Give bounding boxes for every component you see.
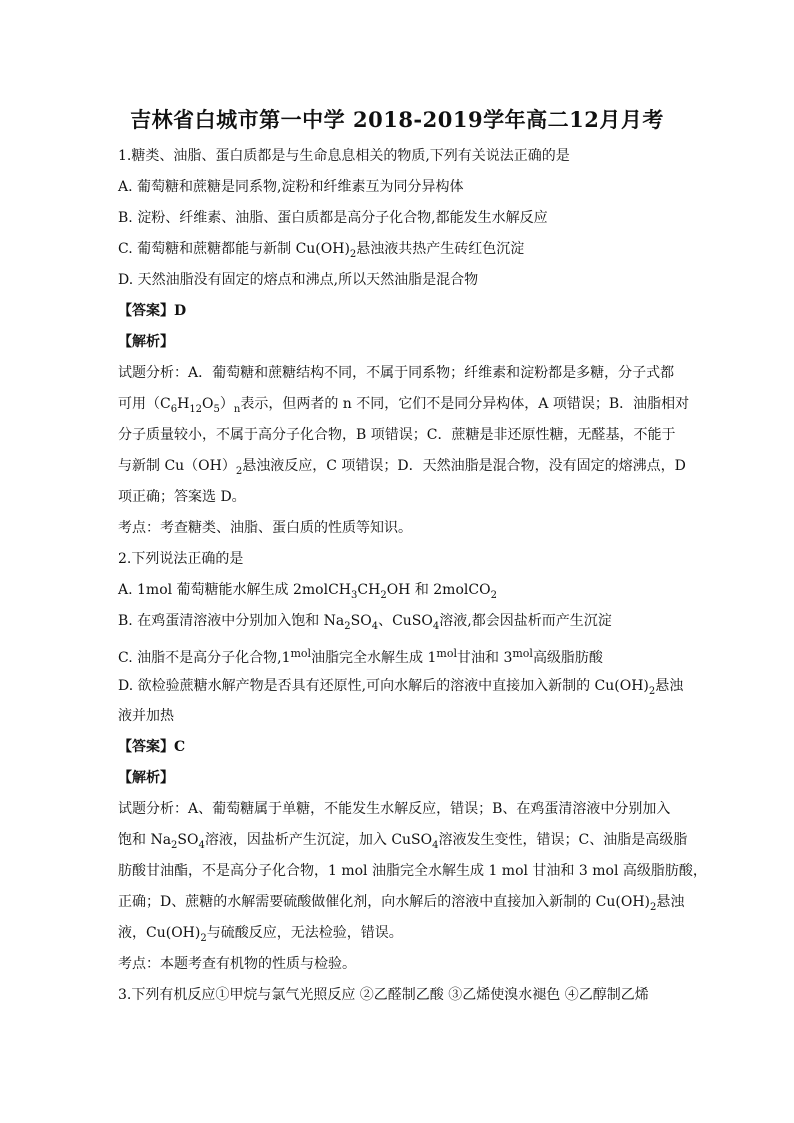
q2-option-a: A. 1mol 葡萄糖能水解生成 $2molCH_3CH_2OH$ 和 2molCO$_2$ bbox=[118, 582, 497, 601]
q1-option-d: D. 天然油脂没有固定的熔点和沸点,所以天然油脂是混合物 bbox=[118, 272, 479, 288]
q1-option-a: A. 葡萄糖和蔗糖是同系物,淀粉和纤维素互为同分异构体 bbox=[118, 179, 464, 195]
q2-option-d: D. 欲检验蔗糖水解产物是否具有还原性,可向水解后的溶液中直接加入新制的 $Cu(OH)_2$悬浊 bbox=[118, 678, 684, 697]
q3-stem: 3.下列有机反应①甲烷与氯气光照反应 ②乙醛制乙酸 ③乙烯使溴水褪色 ④乙醇制乙烯 bbox=[118, 987, 649, 1003]
q2-analysis-line-3: 肪酸甘油酯，不是高分子化合物，1 mol 油脂完全水解生成 1 mol 甘油和 3 mol 高级脂肪酸， bbox=[118, 863, 707, 879]
q2-analysis-line-1: 试题分析：A、葡萄糖属于单糖，不能发生水解反应，错误；B、在鸡蛋清溶液中分别加入 bbox=[118, 801, 671, 817]
q1-analysis-line-1: 试题分析：A．葡萄糖和蔗糖结构不同，不属于同系物；纤维素和淀粉都是多糖，分子式都 bbox=[118, 365, 675, 381]
q1-analysis-line-4: 与新制 $Cu(OH)_2$悬浊液反应，C 项错误；D．天然油脂是混合物，没有固定的熔沸点，D bbox=[118, 458, 686, 477]
q2-stem: 2.下列说法正确的是 bbox=[118, 551, 244, 567]
q2-option-b: B. 在鸡蛋清溶液中分别加入饱和 $Na_2SO_4$、CuSO$_4$溶液,都会因盐析而产生沉淀 bbox=[118, 613, 612, 632]
q1-answer: 【答案】D bbox=[118, 303, 187, 319]
q1-knowledge-point: 考点：考查糖类、油脂、蛋白质的性质等知识。 bbox=[118, 520, 412, 536]
q1-option-b: B. 淀粉、纤维素、油脂、蛋白质都是高分子化合物,都能发生水解反应 bbox=[118, 210, 548, 226]
q1-analysis-line-2: 可用$(C_6H_{12}O_5)_n$表示，但两者的 n 不同，它们不是同分异构体，A 项错误；B．油脂相对 bbox=[118, 396, 690, 415]
q2-analysis-line-2: 饱和 $Na_2SO_4$溶液，因盐析产生沉淀，加入 CuSO$_4$溶液发生变性，错误；C、油脂是高级脂 bbox=[118, 832, 688, 851]
q1-stem: 1.糖类、油脂、蛋白质都是与生命息息相关的物质,下列有关说法正确的是 bbox=[118, 148, 570, 164]
q2-option-d-cont: 液并加热 bbox=[118, 708, 174, 724]
q1-analysis-label: 【解析】 bbox=[118, 334, 174, 350]
q2-answer: 【答案】C bbox=[118, 739, 186, 755]
q2-analysis-line-5: 液，$Cu(OH)_2$与硫酸反应，无法检验，错误。 bbox=[118, 925, 403, 944]
q1-analysis-line-5: 项正确；答案选 D。 bbox=[118, 489, 246, 505]
q1-option-c: C. 葡萄糖和蔗糖都能与新制 $Cu(OH)_2$悬浊液共热产生砖红色沉淀 bbox=[118, 241, 525, 260]
q2-analysis-label: 【解析】 bbox=[118, 770, 174, 786]
q2-analysis-line-4: 正确；D、蔗糖的水解需要硫酸做催化剂，向水解后的溶液中直接加入新制的 $Cu(OH)_2$悬浊 bbox=[118, 894, 685, 913]
q1-analysis-line-3: 分子质量较小，不属于高分子化合物，B 项错误；C．蔗糖是非还原性糖，无醛基，不能于 bbox=[118, 427, 676, 443]
q2-knowledge-point: 考点：本题考查有机物的性质与检验。 bbox=[118, 956, 356, 972]
page-title: 吉林省白城市第一中学 2018-2019学年高二12月月考 bbox=[130, 107, 664, 132]
q2-option-c: C. 油脂不是高分子化合物$,1^{mol}$油脂完全水解生成 $1^{mol}$甘油和 $3^{mol}$高级脂肪酸 bbox=[118, 647, 603, 666]
